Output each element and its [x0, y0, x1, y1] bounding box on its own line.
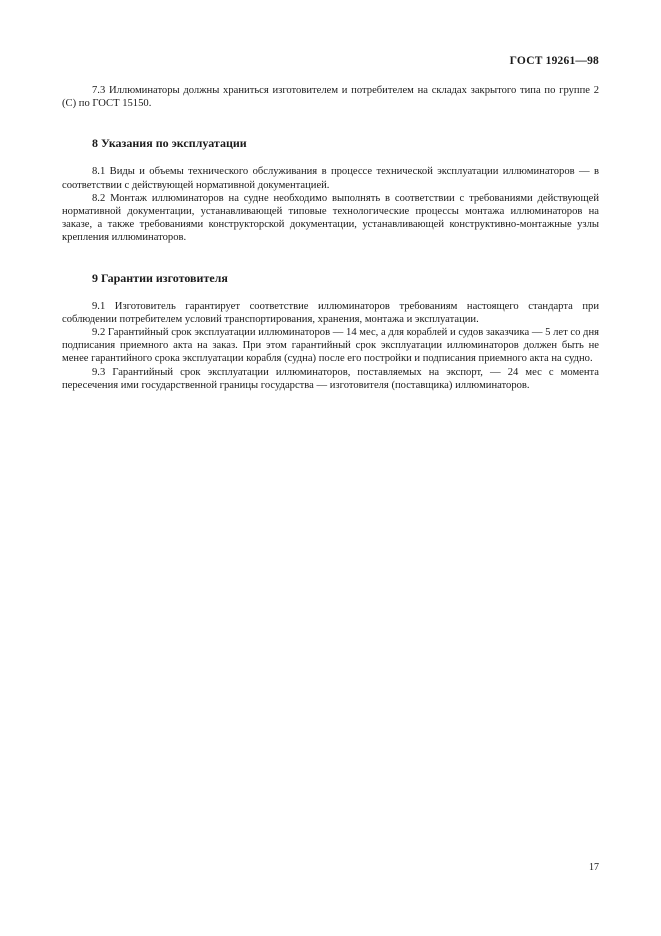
- document-body: [62, 84, 599, 392]
- document-code-header: ГОСТ 19261—98: [509, 55, 599, 67]
- paragraph-7-3: 7.3 Иллюминаторы должны храниться изготовителем и потребителем на складах закрытого типа по группе 2 (С) по ГОСТ 15150.: [62, 85, 599, 110]
- spacer: [62, 286, 599, 300]
- paragraph-9-1: 9.1 Изготовитель гарантирует соответствие иллюминаторов требованиям настоящего стандарта при соблюдении потребителем условий транспортирования, хранения, монтажа и эксплуатации.: [62, 300, 599, 325]
- section-8-title: 8 Указания по эксплуатации: [92, 136, 247, 151]
- page-number: 17: [589, 862, 599, 873]
- spacer: [62, 110, 599, 136]
- section-9-title: 9 Гарантии изготовителя: [92, 270, 228, 285]
- paragraph-9-3: 9.3 Гарантийный срок эксплуатации иллюминаторов, поставляемых на экспорт, — 24 мес с момента пересечения ими государственной границы государства — изготовителя (поставщика) иллюминаторов.: [62, 366, 599, 391]
- paragraph-9-2: 9.2 Гарантийный срок эксплуатации иллюминаторов — 14 мес, а для кораблей и судов заказчика — 5 лет со дня подписания приемного акта на заказ. При этом гарантийный срок эксплуатации иллюминаторов должен быть не менее гарантийного срока эксплуатации корабля (судна) после его постройки и подписания приемного акта на судно.: [62, 327, 599, 365]
- paragraph-8-2: 8.2 Монтаж иллюминаторов на судне необходимо выполнять в соответствии с требованиями действующей нормативной документации, устанавливающей типовые технологические процессы монтажа иллюминаторов на заказе, а также требованиями конструкторской документации, устанавливающей конструктивно-монтажные узлы крепления иллюминаторов.: [62, 192, 599, 244]
- paragraph-8-1: 8.1 Виды и объемы технического обслуживания в процессе технической эксплуатации иллюминаторов — в соответствии с действующей нормативной документацией.: [62, 166, 599, 191]
- spacer: [62, 151, 599, 165]
- spacer: [62, 245, 599, 271]
